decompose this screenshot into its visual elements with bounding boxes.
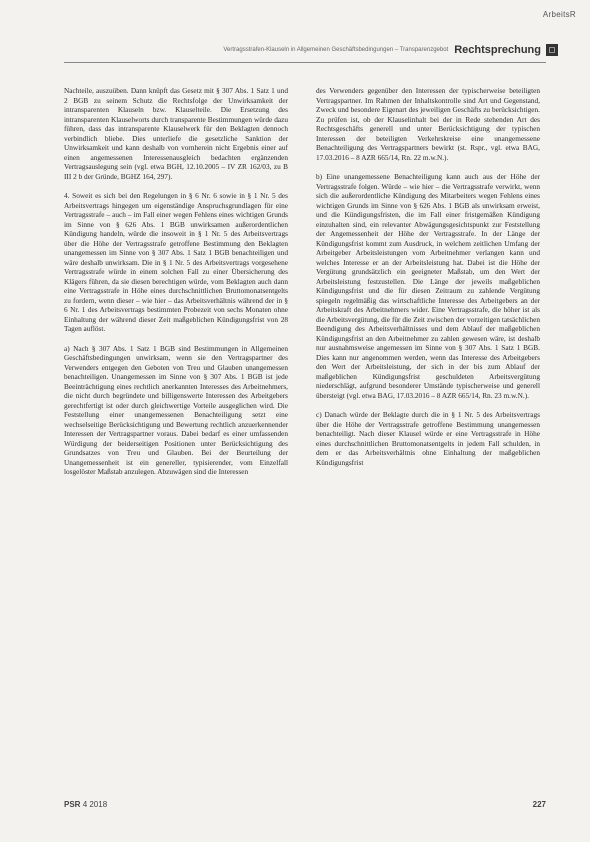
right-column: [316, 86, 540, 467]
header-subtitle: Vertragsstrafen-Klauseln in Allgemeinen Geschäftsbedingungen – Transparenzgebot: [223, 47, 449, 53]
paragraph: a) Nach § 307 Abs. 1 Satz 1 BGB sind Bestimmungen in Allgemeinen Geschäftsbedingungen unwirksam, wenn sie den Vertragspartner des Verwenders entgegen den Geboten von Treu und Glauben unangemessen benachteiligen. Unangemessen im Sinne von § 307 Abs. 1 BGB ist jede Beeinträchtigung eines rechtlich anerkannten Interesses des Arbeitnehmers, die nicht durch begründete und billigenswerte Interessen des Arbeitgebers gerechtfertigt ist oder durch gleichwertige Vorteile ausgeglichen wird. Die Feststellung einer unangemessenen Benachteiligung setzt eine wechselseitige Berücksichtigung und Bewertung rechtlich anzuerkennender Interessen der Vertragspartner voraus. Dabei bedarf es einer umfassenden Würdigung der beiderseitigen Positionen unter Berücksichtigung des Grundsatzes von Treu und Glauben. Bei der Beurteilung der Unangemessenheit ist ein genereller, typisierender, vom Einzelfall losgelöster Maßstab anzulegen. Abzuwägen sind die Interessen: [64, 343, 288, 476]
paragraph: c) Danach würde der Beklagte durch die in § 1 Nr. 5 des Arbeitsvertrags über die Höhe der Vertragsstrafe getroffene Bestimmung unangemessen benachteiligt. Nach dieser Klausel würde er eine Vertragsstrafe in Höhe eines durchschnittlichen Bruttomonatsentgelts in jedem Fall schulden, in dem er das Arbeitsverhältnis ohne Einhaltung der maßgeblichen Kündigungsfrist: [316, 410, 540, 467]
left-column: [64, 86, 288, 477]
running-header: [64, 42, 558, 58]
paragraph: Nachteile, auszuüben. Dann knüpft das Gesetz mit § 307 Abs. 1 Satz 1 und 2 BGB zu seinem Schutz die Rechtsfolge der Unwirksamkeit der intransparenten Klauseln bzw. Klauselteile. Die Ersetzung des intransparenten Klauselworts durch transparente Bestimmungen würde dazu führen, dass das intransparente Klauselwerk für den Beklagten dennoch verbindlich bliebe. Dies unterliefe die gesetzliche Sanktion der Unwirksamkeit und kann deshalb von vornherein nicht Ergebnis einer auf einen angemessenen Interessenausgleich bedachten ergänzenden Vertragsauslegung sein (vgl. etwa BGH, 12.10.2005 – IV ZR 162/03, zu B III 2 b der Gründe, BGHZ 164, 297).: [64, 86, 288, 181]
paragraph: b) Eine unangemessene Benachteiligung kann auch aus der Höhe der Vertragsstrafe folgen. Würde – wie hier – die Vertragsstrafe verwirkt, wenn sich die außerordentliche Kündigung des Mitarbeiters wegen Fehlens eines wichtigen Grunds im Sinne von § 626 Abs. 1 BGB als unwirksam erweist, und die Kündigungsfristen, die im Fall einer fristgemäßen Kündigung einzuhalten sind, ein relevanter Abwägungsgesichtspunkt zur Feststellung der Angemessenheit der Höhe der Vertragsstrafe. In der Länge der Kündigungsfrist kommt zum Ausdruck, in welchem zeitlichen Umfang der Arbeitgeber Arbeitsleistungen vom Arbeitnehmer verlangen kann und welches Interesse er an der Arbeitsleistung hat. Dabei ist die Höhe der Vergütung grundsätzlich ein geeigneter Maßstab, um den Wert der Arbeitsleistung festzustellen. Die Länge der jeweils maßgeblichen Kündigungsfrist und die für diesen Zeitraum zu zahlende Vergütung spiegeln regelmäßig das wirtschaftliche Interesse des Arbeitgebers an der Arbeitskraft des Arbeitnehmers wider. Eine Vertragsstrafe, die höher ist als die Arbeitsvergütung, die für die Zeit zwischen der vorzeitigen tatsächlichen Beendigung des Arbeitsverhältnisses und dem Ablauf der maßgeblichen Kündigungsfrist an den Arbeitnehmer zu zahlen gewesen wäre, ist deshalb nur ausnahmsweise angemessen im Sinne von § 307 Abs. 1 Satz 1 BGB. Dies kann nur angenommen werden, wenn das Interesse des Arbeitgebers den Wert der Arbeitsleistung, der sich in der bis zum Ablauf der maßgeblichen Kündigungsfrist geschuldeten Arbeitsvergütung niederschlägt, aufgrund besonderer Umstände typischerweise und generell übersteigt (vgl. etwa BAG, 17.03.2016 – 8 AZR 665/14, Rn. 23 m.w.N.).: [316, 172, 540, 400]
page-number: 227: [532, 800, 546, 809]
journal-info: [64, 800, 107, 809]
journal-issue: 4 2018: [82, 800, 108, 809]
header-section: Rechtsprechung: [454, 44, 541, 56]
journal-name: PSR: [64, 800, 81, 809]
page-footer: [64, 800, 546, 812]
section-mark-icon: [546, 44, 558, 56]
header-rule: [64, 62, 546, 63]
paragraph: des Verwenders gegenüber den Interessen der typischerweise beteiligten Vertragspartner. Im Rahmen der Inhaltskontrolle sind Art und Gegenstand, Zweck und besondere Eigenart des jeweiligen Geschäfts zu berücksichtigen. Zu prüfen ist, ob der Klauselinhalt bei der in Rede stehenden Art des Rechtsgeschäfts generell und unter Berücksichtigung der typischen Interessen der beteiligten Verkehrskreise eine unangemessene Benachteiligung des Vertragspartners bewirkt (st. Rspr., vgl. etwa BAG, 17.03.2016 – 8 AZR 665/14, Rn. 22 m.w.N.).: [316, 86, 540, 162]
paragraph: 4. Soweit es sich bei den Regelungen in § 6 Nr. 6 sowie in § 1 Nr. 5 des Arbeitsvertrags hingegen um eigenständige Anspruchsgrundlagen für eine Vertragsstrafe – auch – im Fall einer wegen Fehlens eines wichtigen Grunds im Sinne von § 626 Abs. 1 BGB unwirksamen außerordentlichen Kündigung handeln, würde die insoweit in § 1 Nr. 5 des Arbeitsvertrags über die Höhe der Vertragsstrafe getroffene Bestimmung den Beklagten unangemessen im Sinne von § 307 Abs. 1 Satz 1 BGB benachteiligen und wäre deshalb unwirksam. Die in § 1 Nr. 5 des Arbeitsvertrags vorgesehene Vertragsstrafe würde in einem solchen Fall zu einer Übersicherung des Klägers führen, da sie diesen berechtigen würde, vom Beklagten auch dann eine Vertragsstrafe in Höhe eines durchschnittlichen Bruttomonatsentgelts zu fordern, wenn dieser – wie hier – das Arbeitsverhältnis während der in § 6 Nr. 1 des Arbeitsvertrags bestimmten Probezeit von sechs Monaten ohne Einhaltung der während dieser Zeit maßgeblichen Kündigungsfrist von 28 Tagen auflöst.: [64, 191, 288, 333]
section-tag: ArbeitsR: [542, 10, 576, 19]
